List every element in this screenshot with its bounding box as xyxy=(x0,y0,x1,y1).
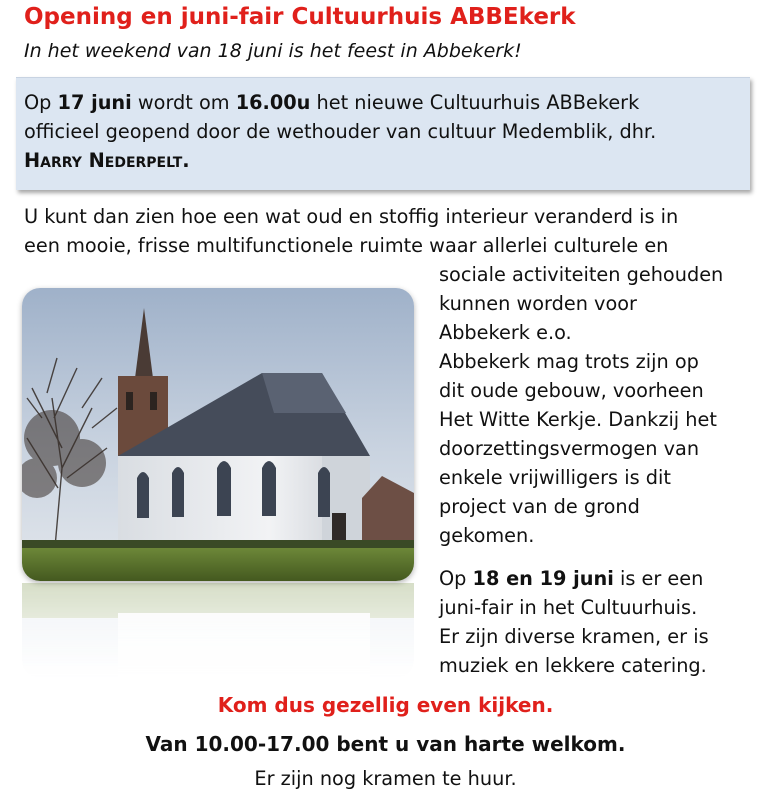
intro-line-1: U kunt dan zien hoe een wat oud en stoffig interieur veranderd is in xyxy=(24,205,679,228)
church-photo xyxy=(22,288,414,581)
fair-dates-line xyxy=(439,564,723,593)
column-line: juni-fair in het Cultuurhuis. xyxy=(439,596,698,619)
text-fragment: wordt om xyxy=(131,91,236,114)
column-line: sociale activiteiten gehouden xyxy=(439,263,724,286)
text-fragment: is er een xyxy=(613,567,704,590)
column-line: dit oude gebouw, voorheen xyxy=(439,379,704,402)
column-line: Er zijn diverse kramen, er is xyxy=(439,625,709,648)
page-title: Opening en juni-fair Cultuurhuis ABBEkerk xyxy=(24,4,576,30)
stall-rental-note: Er zijn nog kramen te huur. xyxy=(254,767,517,790)
call-to-action: Kom dus gezellig even kijken. xyxy=(217,693,554,717)
opening-time: 16.00u xyxy=(235,91,311,114)
side-column-text xyxy=(439,260,723,680)
page-subtitle: In het weekend van 18 juni is het feest in Abbekerk! xyxy=(24,40,522,62)
column-line: kunnen worden voor xyxy=(439,292,637,315)
column-line: gekomen. xyxy=(439,524,535,547)
text-fragment: Op xyxy=(439,567,473,590)
column-line: Abbekerk e.o. xyxy=(439,321,572,344)
church-photo-reflection xyxy=(22,583,414,678)
column-line: muziek en lekkere catering. xyxy=(439,654,707,677)
column-line: enkele vrijwilligers is dit xyxy=(439,466,671,489)
opening-hours: Van 10.00-17.00 bent u van harte welkom. xyxy=(145,732,626,756)
announcement-line-2: officieel geopend door de wethouder van cultuur Medemblik, dhr. xyxy=(24,120,657,143)
alderman-name: Harry Nederpelt. xyxy=(24,149,190,172)
column-line: doorzettingsvermogen van xyxy=(439,437,700,460)
text-fragment: Op xyxy=(24,91,58,114)
column-line: Het Witte Kerkje. Dankzij het xyxy=(439,408,717,431)
text-fragment: het nieuwe Cultuurhuis ABBekerk xyxy=(310,91,640,114)
intro-line-2: een mooie, frisse multifunctionele ruimte waar allerlei culturele en xyxy=(24,234,669,257)
fair-dates: 18 en 19 juni xyxy=(472,567,614,590)
column-line: Abbekerk mag trots zijn op xyxy=(439,350,699,373)
column-line: project van de grond xyxy=(439,495,640,518)
announcement-line-1 xyxy=(24,88,742,117)
opening-date: 17 juni xyxy=(57,91,132,114)
announcement-box xyxy=(16,77,750,190)
